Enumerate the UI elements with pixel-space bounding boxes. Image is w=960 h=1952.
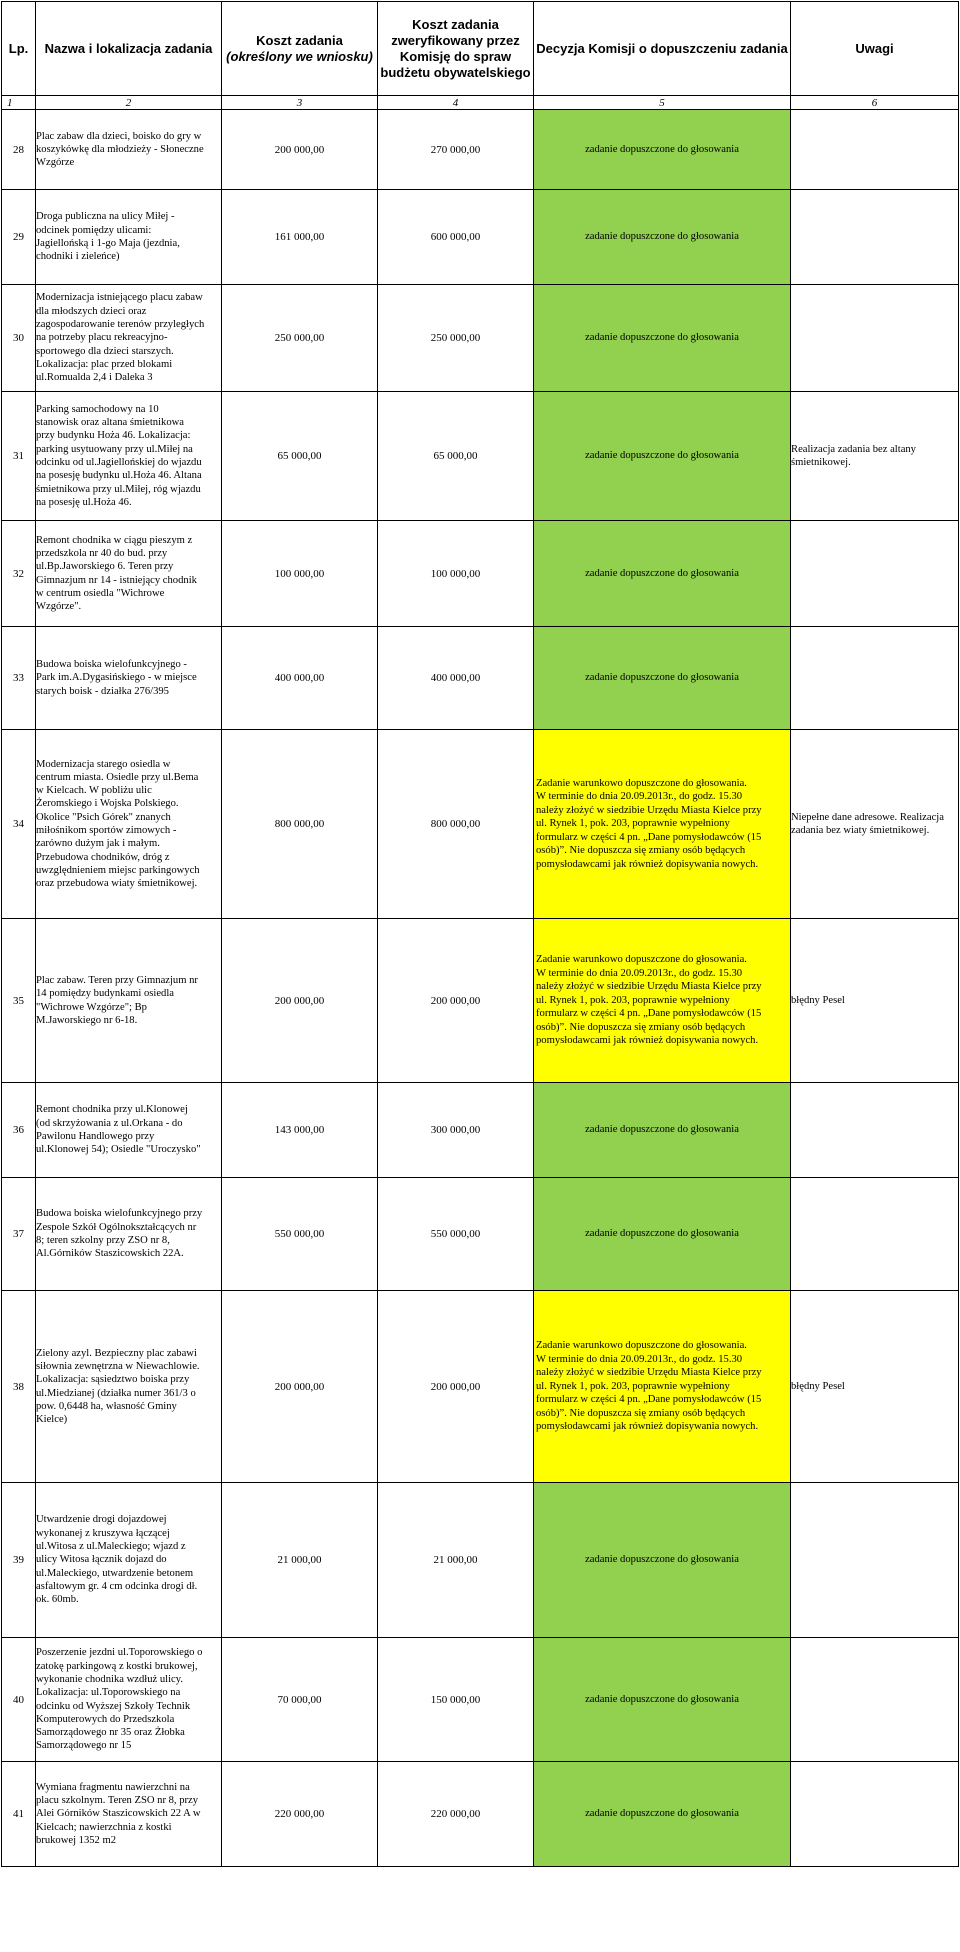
task-name: Modernizacja starego osiedla w centrum miasta. Osiedle przy ul.Bema w Kielcach. W pobliżu ulic Żeromskiego i Wojska Polskiego. Okolice "Psich Górek" znanych miłośnikom sportów zimowych - zarówno dużym jak i małym. Przebudowa chodników, dróg z uwzględnieniem miejsc parkingowych oraz przebudowa wiaty śmietnikowej. — [36, 730, 222, 919]
decision-cell: zadanie dopuszczone do głosowania — [534, 627, 791, 730]
requested-cost: 250 000,00 — [222, 285, 378, 392]
table-row — [2, 392, 959, 521]
notes-cell — [791, 1638, 959, 1762]
column-number: 3 — [222, 96, 378, 110]
table-row — [2, 1083, 959, 1178]
notes-cell — [791, 1178, 959, 1291]
column-number: 2 — [36, 96, 222, 110]
decision-cell: zadanie dopuszczone do głosowania — [534, 285, 791, 392]
row-number: 30 — [2, 285, 36, 392]
task-name: Parking samochodowy na 10 stanowisk oraz altana śmietnikowa przy budynku Hoża 46. Lokalizacja: parking usytuowany przy ul.Miłej na odcinku od ul.Jagiellońskiej do wjazdu na posesję budynku ul.Hoża 46. Altana śmietnikowa przy ul.Miłej, róg wjazdu na posesję ul.Hoża 46. — [36, 392, 222, 521]
row-number: 38 — [2, 1291, 36, 1483]
requested-cost: 800 000,00 — [222, 730, 378, 919]
row-number: 41 — [2, 1762, 36, 1867]
notes-cell — [791, 190, 959, 285]
table-row — [2, 1291, 959, 1483]
task-name: Wymiana fragmentu nawierzchni na placu szkolnym. Teren ZSO nr 8, przy Alei Górników Staszicowskich 22 A w Kielcach; nawierzchnia z kostki brukowej 1352 m2 — [36, 1762, 222, 1867]
notes-cell — [791, 627, 959, 730]
task-name: Utwardzenie drogi dojazdowej wykonanej z kruszywa łączącej ul.Witosa z ul.Maleckiego; wjazd z ulicy Witosa łącznik dojazd do ul.Maleckiego, utwardzenie betonem asfaltowym gr. 4 cm odcinka drogi dł. ok. 60mb. — [36, 1483, 222, 1638]
decision-cell: zadanie dopuszczone do głosowania — [534, 392, 791, 521]
verified-cost: 200 000,00 — [378, 1291, 534, 1483]
task-name: Modernizacja istniejącego placu zabaw dla młodszych dzieci oraz zagospodarowanie terenów przyległych na potrzeby placu rekreacyjno- sportowego dla dzieci starszych. Lokalizacja: plac przed blokami ul.Romualda 2,4 i Daleka 3 — [36, 285, 222, 392]
requested-cost: 400 000,00 — [222, 627, 378, 730]
row-number: 29 — [2, 190, 36, 285]
verified-cost: 220 000,00 — [378, 1762, 534, 1867]
task-name: Remont chodnika przy ul.Klonowej (od skrzyżowania z ul.Orkana - do Pawilonu Handlowego przy ul.Klonowej 54); Osiedle "Uroczysko" — [36, 1083, 222, 1178]
header-decision: Decyzja Komisji o dopuszczeniu zadania — [534, 2, 791, 96]
table-row — [2, 521, 959, 627]
verified-cost: 150 000,00 — [378, 1638, 534, 1762]
header-cost — [222, 2, 378, 96]
row-number: 35 — [2, 919, 36, 1083]
row-number: 31 — [2, 392, 36, 521]
task-name: Budowa boiska wielofunkcyjnego - Park im.A.Dygasińskiego - w miejsce starych boisk - działka 276/395 — [36, 627, 222, 730]
row-number: 39 — [2, 1483, 36, 1638]
row-number: 28 — [2, 110, 36, 190]
verified-cost: 550 000,00 — [378, 1178, 534, 1291]
requested-cost: 21 000,00 — [222, 1483, 378, 1638]
row-number: 33 — [2, 627, 36, 730]
requested-cost: 200 000,00 — [222, 110, 378, 190]
notes-cell — [791, 285, 959, 392]
column-number-row — [2, 96, 959, 110]
verified-cost: 21 000,00 — [378, 1483, 534, 1638]
budget-table — [1, 1, 959, 1867]
header-cost-subtitle: (określony we wniosku) — [226, 48, 373, 64]
table-row — [2, 1638, 959, 1762]
notes-cell — [791, 1083, 959, 1178]
requested-cost: 550 000,00 — [222, 1178, 378, 1291]
table-row — [2, 1178, 959, 1291]
decision-cell: Zadanie warunkowo dopuszczone do głosowania. W terminie do dnia 20.09.2013r., do godz. 15.30 należy złożyć w siedzibie Urzędu Miasta Kielce przy ul. Rynek 1, pok. 203, poprawnie wypełniony formularz w części 4 pn. „Dane pomysłodawców (15 osób)”. Nie dopuszcza się zmiany osób będących pomysłodawcami jak również dopisywania nowych. — [534, 919, 791, 1083]
table-row — [2, 1483, 959, 1638]
notes-cell — [791, 521, 959, 627]
table-row — [2, 190, 959, 285]
requested-cost: 161 000,00 — [222, 190, 378, 285]
task-name: Poszerzenie jezdni ul.Toporowskiego o zatokę parkingową z kostki brukowej, wykonanie chodnika wzdłuż ulicy. Lokalizacja: ul.Toporowskiego na odcinku od Wyższej Szkoły Technik Komputerowych do Przedszkola Samorządowego nr 35 oraz Żłobka Samorządowego nr 15 — [36, 1638, 222, 1762]
table-row — [2, 110, 959, 190]
task-name: Remont chodnika w ciągu pieszym z przedszkola nr 40 do bud. przy ul.Bp.Jaworskiego 6. Teren przy Gimnazjum nr 14 - istniejący chodnik w centrum osiedla "Wichrowe Wzgórze". — [36, 521, 222, 627]
task-name: Budowa boiska wielofunkcyjnego przy Zespole Szkół Ogólnokształcących nr 8; teren szkolny przy ZSO nr 8, Al.Górników Staszicowskich 22A. — [36, 1178, 222, 1291]
column-number: 1 — [2, 96, 36, 110]
decision-cell: Zadanie warunkowo dopuszczone do głosowania. W terminie do dnia 20.09.2013r., do godz. 15.30 należy złożyć w siedzibie Urzędu Miasta Kielce przy ul. Rynek 1, pok. 203, poprawnie wypełniony formularz w części 4 pn. „Dane pomysłodawców (15 osób)”. Nie dopuszcza się zmiany osób będących pomysłodawcami jak również dopisywania nowych. — [534, 730, 791, 919]
column-number: 6 — [791, 96, 959, 110]
table-row — [2, 285, 959, 392]
task-name: Zielony azyl. Bezpieczny plac zabawi siłownia zewnętrzna w Niewachlowie. Lokalizacja: sąsiedztwo boiska przy ul.Miedzianej (działka numer 361/3 o pow. 0,6448 ha, własność Gminy Kielce) — [36, 1291, 222, 1483]
task-name: Plac zabaw dla dzieci, boisko do gry w koszykówkę dla młodzieży - Słoneczne Wzgórze — [36, 110, 222, 190]
header-row — [2, 2, 959, 96]
decision-cell: zadanie dopuszczone do głosowania — [534, 1178, 791, 1291]
decision-cell: zadanie dopuszczone do głosowania — [534, 521, 791, 627]
decision-cell: zadanie dopuszczone do głosowania — [534, 110, 791, 190]
verified-cost: 200 000,00 — [378, 919, 534, 1083]
decision-cell: zadanie dopuszczone do głosowania — [534, 190, 791, 285]
decision-cell: zadanie dopuszczone do głosowania — [534, 1638, 791, 1762]
task-name: Plac zabaw. Teren przy Gimnazjum nr 14 pomiędzy budynkami osiedla "Wichrowe Wzgórze"; Bp M.Jaworskiego nr 6-18. — [36, 919, 222, 1083]
requested-cost: 65 000,00 — [222, 392, 378, 521]
decision-cell: zadanie dopuszczone do głosowania — [534, 1762, 791, 1867]
requested-cost: 143 000,00 — [222, 1083, 378, 1178]
verified-cost: 300 000,00 — [378, 1083, 534, 1178]
task-name: Droga publiczna na ulicy Miłej - odcinek pomiędzy ulicami: Jagiellońską i 1-go Maja (jezdnia, chodniki i zieleńce) — [36, 190, 222, 285]
column-number: 4 — [378, 96, 534, 110]
requested-cost: 100 000,00 — [222, 521, 378, 627]
header-name: Nazwa i lokalizacja zadania — [36, 2, 222, 96]
header-lp: Lp. — [2, 2, 36, 96]
verified-cost: 600 000,00 — [378, 190, 534, 285]
requested-cost: 220 000,00 — [222, 1762, 378, 1867]
table-row — [2, 730, 959, 919]
header-notes: Uwagi — [791, 2, 959, 96]
decision-cell: zadanie dopuszczone do głosowania — [534, 1083, 791, 1178]
row-number: 32 — [2, 521, 36, 627]
table-row — [2, 627, 959, 730]
notes-cell: błędny Pesel — [791, 919, 959, 1083]
row-number: 40 — [2, 1638, 36, 1762]
notes-cell — [791, 1483, 959, 1638]
notes-cell: Realizacja zadania bez altany śmietnikowej. — [791, 392, 959, 521]
row-number: 36 — [2, 1083, 36, 1178]
header-verified-cost: Koszt zadania zweryfikowany przez Komisję do spraw budżetu obywatelskiego — [378, 2, 534, 96]
row-number: 34 — [2, 730, 36, 919]
verified-cost: 100 000,00 — [378, 521, 534, 627]
row-number: 37 — [2, 1178, 36, 1291]
verified-cost: 400 000,00 — [378, 627, 534, 730]
verified-cost: 270 000,00 — [378, 110, 534, 190]
header-cost-title: Koszt zadania — [256, 32, 343, 48]
requested-cost: 200 000,00 — [222, 919, 378, 1083]
verified-cost: 65 000,00 — [378, 392, 534, 521]
table-row — [2, 1762, 959, 1867]
verified-cost: 800 000,00 — [378, 730, 534, 919]
notes-cell — [791, 110, 959, 190]
verified-cost: 250 000,00 — [378, 285, 534, 392]
decision-cell: Zadanie warunkowo dopuszczone do głosowania. W terminie do dnia 20.09.2013r., do godz. 15.30 należy złożyć w siedzibie Urzędu Miasta Kielce przy ul. Rynek 1, pok. 203, poprawnie wypełniony formularz w części 4 pn. „Dane pomysłodawców (15 osób)”. Nie dopuszcza się zmiany osób będących pomysłodawcami jak również dopisywania nowych. — [534, 1291, 791, 1483]
notes-cell — [791, 1762, 959, 1867]
table-row — [2, 919, 959, 1083]
notes-cell: Niepełne dane adresowe. Realizacja zadania bez wiaty śmietnikowej. — [791, 730, 959, 919]
decision-cell: zadanie dopuszczone do głosowania — [534, 1483, 791, 1638]
requested-cost: 200 000,00 — [222, 1291, 378, 1483]
requested-cost: 70 000,00 — [222, 1638, 378, 1762]
column-number: 5 — [534, 96, 791, 110]
notes-cell: błędny Pesel — [791, 1291, 959, 1483]
